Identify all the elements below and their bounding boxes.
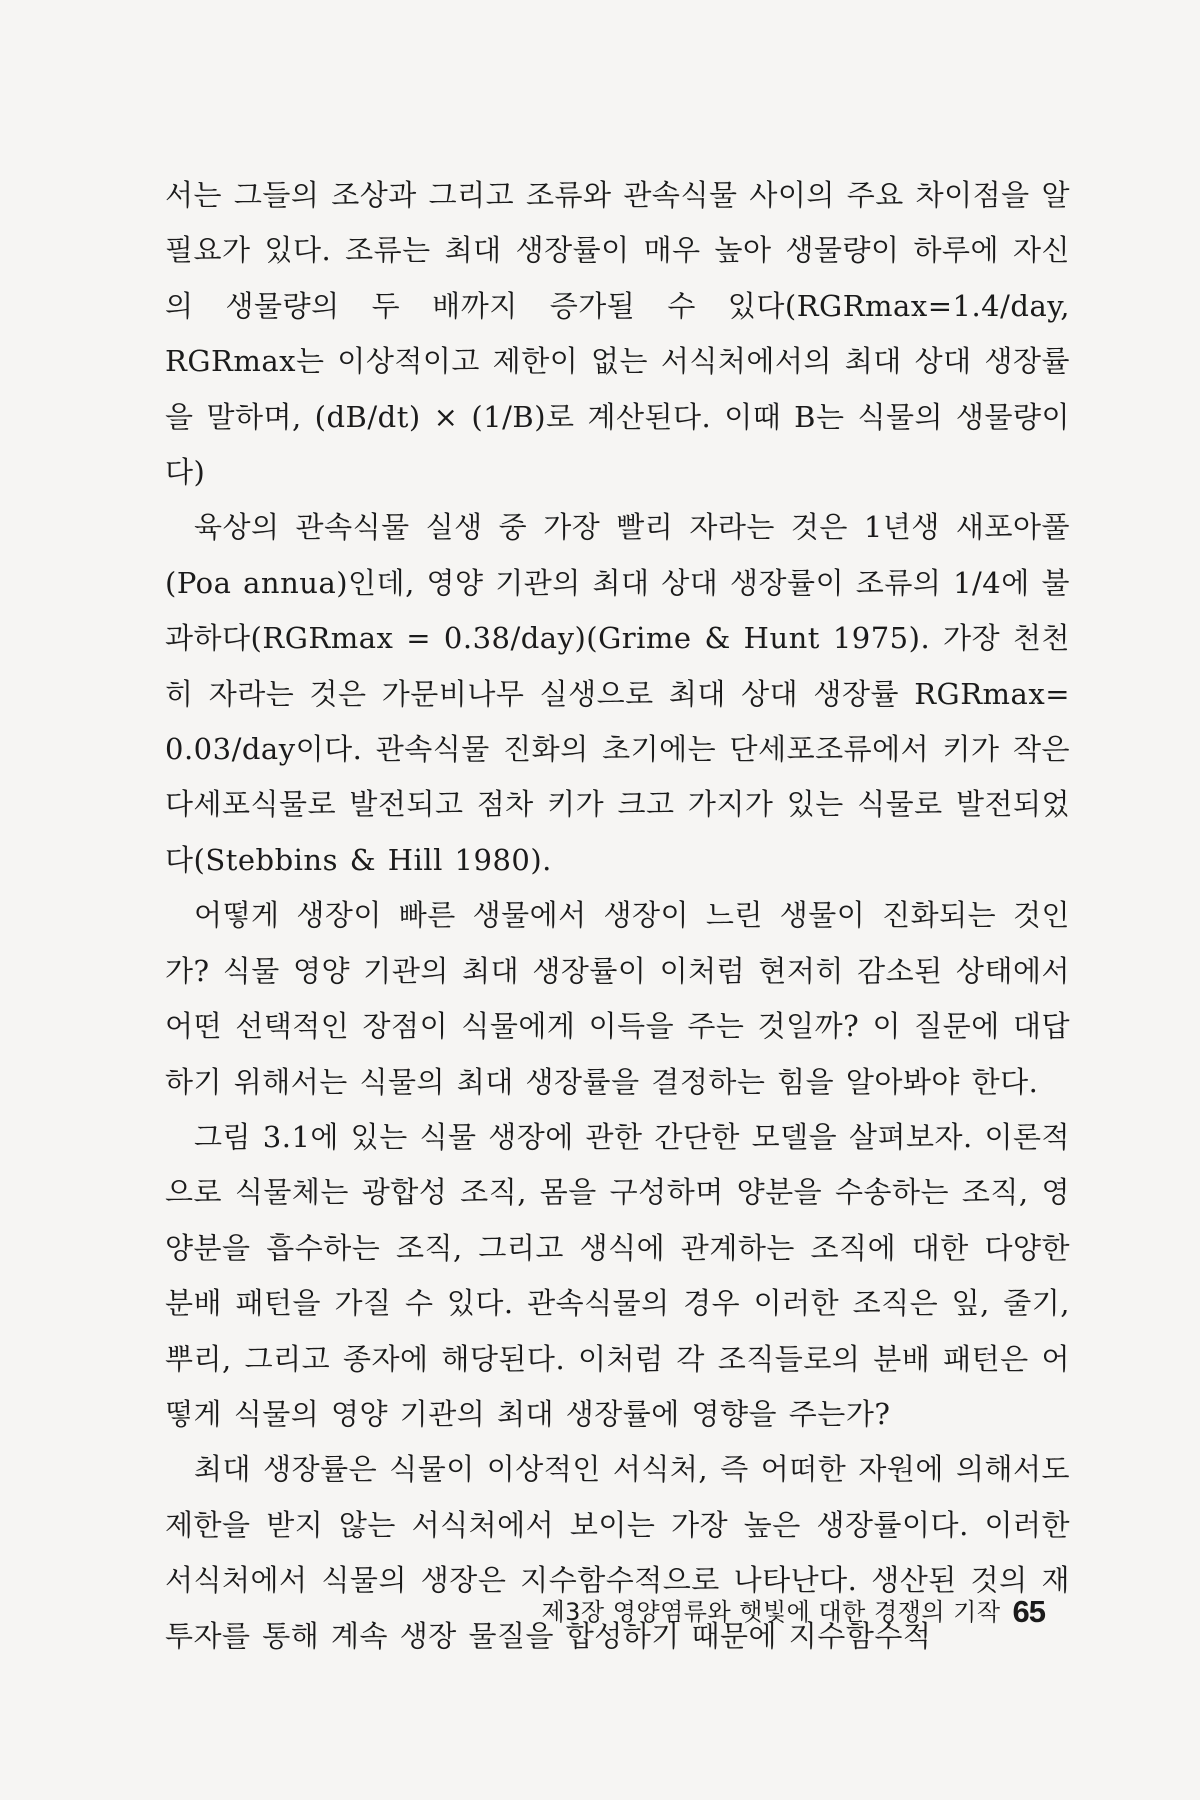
page-number: 65 (1012, 1594, 1045, 1629)
page-footer (0, 1592, 1045, 1630)
paragraph-4: 그림 3.1에 있는 식물 생장에 관한 간단한 모델을 살펴보자. 이론적으로 식물체는 광합성 조직, 몸을 구성하며 양분을 수송하는 조직, 영양분을 흡수하는 조직, 그리고 생식에 관계하는 조직에 대한 다양한 분배 패턴을 가질 수 있다. 관속식물의 경우 이러한 조직은 잎, 줄기, 뿌리, 그리고 종자에 해당된다. 이처럼 각 조직들로의 분배 패턴은 어떻게 식물의 영양 기관의 최대 생장률에 영향을 주는가? (165, 1119, 1070, 1431)
chapter-title: 제3장 영양염류와 햇빛에 대한 경쟁의 기작 (541, 1598, 1001, 1626)
paragraph-1: 서는 그들의 조상과 그리고 조류와 관속식물 사이의 주요 차이점을 알 필요가 있다. 조류는 최대 생장률이 매우 높아 생물량이 하루에 자신의 생물량의 두 배까지 증가될 수 있다(RGRmax=1.4/day, RGRmax는 이상적이고 제한이 없는 서식처에서의 최대 상대 생장률을 말하며, (dB/dt) × (1/B)로 계산된다. 이때 B는 식물의 생물량이다) (165, 178, 1070, 490)
body-text (165, 168, 1070, 1664)
paragraph-3: 어떻게 생장이 빠른 생물에서 생장이 느린 생물이 진화되는 것인가? 식물 영양 기관의 최대 생장률이 이처럼 현저히 감소된 상태에서 어떤 선택적인 장점이 식물에게 이득을 주는 것일까? 이 질문에 대답하기 위해서는 식물의 최대 생장률을 결정하는 힘을 알아봐야 한다. (165, 898, 1070, 1099)
paragraph-2: 육상의 관속식물 실생 중 가장 빨리 자라는 것은 1년생 새포아풀(Poa annua)인데, 영양 기관의 최대 상대 생장률이 조류의 1/4에 불과하다(RGRmax = 0.38/day)(Grime & Hunt 1975). 가장 천천히 자라는 것은 가문비나무 실생으로 최대 상대 생장률 RGRmax= 0.03/day이다. 관속식물 진화의 초기에는 단세포조류에서 키가 작은 다세포식물로 발전되고 점차 키가 크고 가지가 있는 식물로 발전되었다(Stebbins & Hill 1980). (165, 510, 1070, 877)
paragraph-5: 최대 생장률은 식물이 이상적인 서식처, 즉 어떠한 자원에 의해서도 제한을 받지 않는 서식처에서 보이는 가장 높은 생장률이다. 이러한 서식처에서 식물의 생장은 지수함수적으로 나타난다. 생산된 것의 재투자를 통해 계속 생장 물질을 합성하기 때문에 지수함수적 (165, 1452, 1070, 1653)
